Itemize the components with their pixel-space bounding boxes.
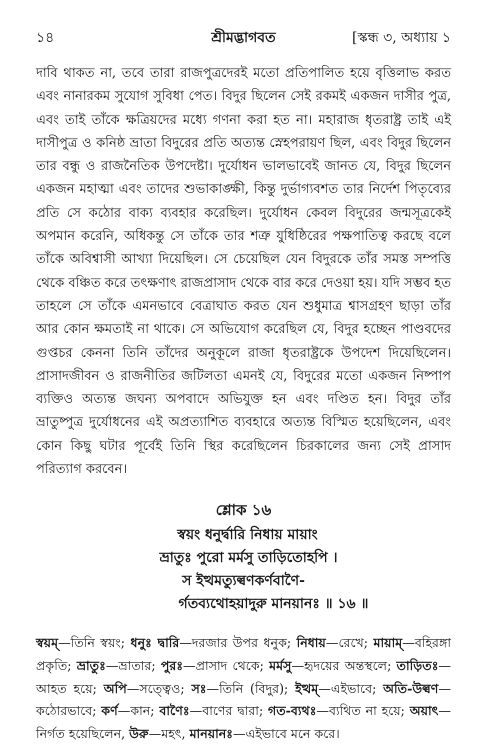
- synonym-term: অয়াৎ: [409, 703, 439, 719]
- synonym-term: উরু: [129, 725, 149, 741]
- synonyms-paragraph: [36, 632, 451, 745]
- book-title: শ্রীমদ্ভাগবত: [211, 30, 276, 46]
- synonym-term: পুরঃ: [160, 657, 184, 673]
- purport-paragraph: দাবি থাকত না, তবে তারা রাজপুত্রদেরই মতো প্রতিপালিত হয়ে বৃত্তিলাভ করত এবং নানারকম সুযোগ সুবিধা পেত। বিদুর ছিলেন সেই রকমই একজন দাসীর পুত্র, এবং তাই তাঁকে ক্ষত্রিয়দের মধ্যে গণনা করা হত না। মহারাজ ধৃতরাষ্ট্র তাই এই দাসীপুত্র ও কনিষ্ঠ ভ্রাতা বিদুরের প্রতি অত্যন্ত স্নেহপরায়ণ ছিল, এবং বিদুর ছিলেন তার বন্ধু ও রাজনৈতিক উপদেষ্টা। দুর্যোধন ভালভাবেই জানত যে, বিদুর ছিলেন একজন মহাত্মা এবং তাদের শুভাকাঙ্ক্ষী, কিন্তু দুর্ভাগ্যবশত তার নির্দেশ পিতৃব্যের প্রতি সে কঠোর বাক্য ব্যবহার করেছিল। দুর্যোধন কেবল বিদুরের জন্মসূত্রকেই অপমান করেনি, অধিকন্তু সে তাঁকে তার শত্রু যুধিষ্ঠিরের পক্ষপাতিত্ব করছে বলে তাঁকে অবিশ্বাসী আখ্যা দিয়েছিল। সে চেয়েছিল যেন বিদুরকে তাঁর সমস্ত সম্পত্তি থেকে বঞ্চিত করে তৎক্ষণাৎ রাজপ্রাসাদ থেকে বার করে দেওয়া হয়। যদি সম্ভব হত তাহলে সে তাঁকে এমনভাবে বেত্রাঘাত করত যেন শুধুমাত্র শ্বাসগ্রহণ ছাড়া তাঁর আর কোন ক্ষমতাই না থাকে। সে অভিযোগ করেছিল যে, বিদুর হচ্ছেন পাণ্ডবদের গুপ্তচর কেননা তিনি তাঁদের অনুকূলে রাজা ধৃতরাষ্ট্রকে উপদেশ দিয়েছিলেন। প্রাসাদজীবন ও রাজনীতির জটিলতা এমনই যে, বিদুরের মতো একজন নিষ্পাপ ব্যক্তিও অত্যন্ত জঘন্য অপবাদে অভিযুক্ত হন এবং দণ্ডিত হন। বিদুর তাঁর ভ্রাতুষ্পুত্র দুর্যোধনের এই অপ্রত্যাশিত ব্যবহারে অত্যন্ত বিস্মিত হয়েছিলেন, এবং কোন কিছু ঘটার পূর্বেই তিনি স্থির করেছিলেন চিরকালের জন্য সেই প্রাসাদ পরিত্যাগ করবেন।: [36, 66, 451, 478]
- synonym-meaning: —এইভাবে মনে করে।: [233, 725, 340, 741]
- synonym-meaning: —হৃদয়ের অন্তস্থলে;: [291, 657, 397, 673]
- page-header: [36, 26, 451, 48]
- synonym-term: কর্ণ: [101, 703, 118, 719]
- synonym-term: স্বয়ম্: [36, 635, 59, 651]
- verse-line: ভ্রাতুঃ পুরো মর্মসু তাড়িতোহপি ।: [159, 550, 338, 567]
- synonym-term: বাণৈঃ: [159, 703, 190, 719]
- synonym-meaning: —বাণের দ্বারা;: [189, 703, 268, 719]
- synonym-meaning: —ব্যথিত না হয়ে;: [316, 703, 410, 719]
- synonym-meaning: —তিনি (বিদুর);: [206, 680, 296, 696]
- synonym-meaning: —বহিরঙ্গা প্রকৃতি;: [36, 635, 451, 673]
- synonym-term: গত-ব্যথঃ: [267, 703, 317, 719]
- verse-heading: শ্লোক ১৬: [215, 501, 272, 520]
- synonym-term: ইত্থম্: [295, 680, 319, 696]
- synonym-meaning: —কান;: [117, 703, 160, 719]
- synonym-meaning: —এইভাবে;: [318, 680, 384, 696]
- synonym-term: মর্মসু: [269, 657, 292, 673]
- synonym-meaning: —মহৎ,: [148, 725, 190, 741]
- synonym-term: অতি-উল্বণ: [383, 680, 439, 696]
- synonym-meaning: —সত্ত্বেও;: [126, 680, 192, 696]
- synonym-term: ধনুঃ দ্বারি: [130, 635, 180, 651]
- synonym-meaning: —প্রাসাদ থেকে;: [183, 657, 270, 673]
- synonym-meaning: —ভ্রাতার;: [105, 657, 161, 673]
- synonym-meaning: —আহত হয়ে;: [36, 657, 451, 696]
- synonym-meaning: —রেখে;: [325, 635, 374, 651]
- synonym-term: মানয়ানঃ: [189, 725, 234, 741]
- synonym-term: নিধায়: [296, 635, 326, 651]
- synonym-term: সঃ: [191, 680, 207, 696]
- synonym-meaning: —দরজার উপর ধনুক;: [179, 635, 297, 651]
- synonym-term: মায়াম্: [373, 635, 403, 651]
- page-number: ১৪: [36, 30, 55, 46]
- verse-line: স্বয়ং ধনুর্দ্বারি নিধায় মায়াং: [177, 527, 318, 544]
- synonym-meaning: —নির্গত হয়েছিলেন,: [36, 703, 451, 741]
- synonym-meaning: —তিনি স্বয়ং;: [58, 635, 131, 651]
- synonym-term: তাড়িতঃ: [396, 657, 439, 673]
- canto-chapter-reference: [স্কন্ধ ৩, অধ্যায় ১: [352, 30, 451, 46]
- synonym-meaning: —কঠোরভাবে;: [36, 680, 451, 719]
- synonym-term: ভ্রাতুঃ: [76, 657, 106, 673]
- verse-block: [36, 499, 451, 616]
- verse-line: র্গতব্যথোহয়াদুরু মানয়ানঃ ॥ ১৬ ॥: [178, 596, 369, 613]
- synonym-term: অপি: [103, 680, 127, 696]
- verse-line: স ইত্থমত্যুল্বণকর্ণবাণৈ-: [182, 573, 305, 590]
